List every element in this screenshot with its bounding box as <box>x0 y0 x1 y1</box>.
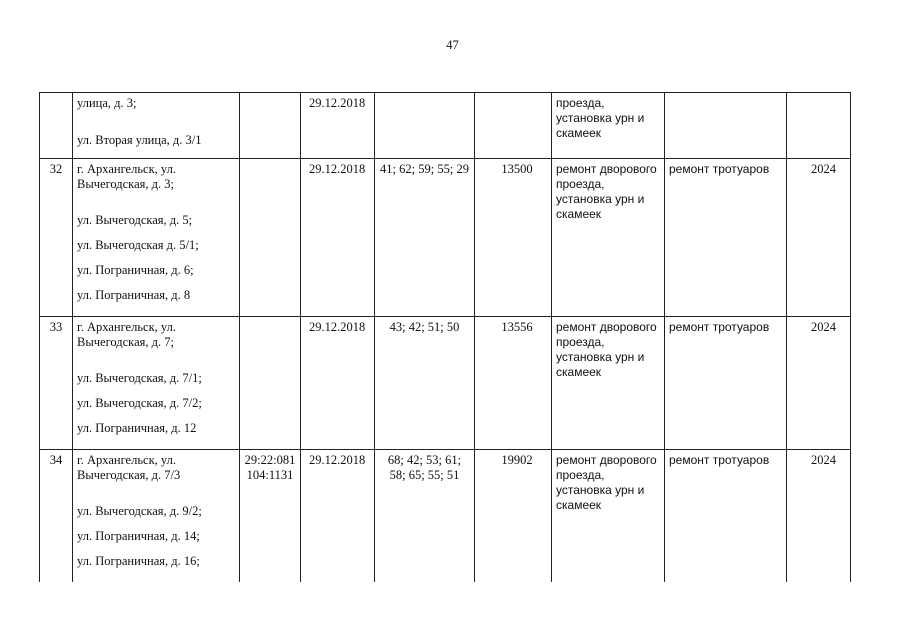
address-main: г. Архангельск, ул. Вычегодская, д. 7; <box>77 320 176 349</box>
cadastral-number <box>240 317 301 450</box>
address-cell <box>73 317 240 450</box>
table-row <box>40 317 851 450</box>
page-number: 47 <box>446 38 459 52</box>
address-cell <box>73 450 240 582</box>
address-cell <box>73 93 240 159</box>
address-extra: ул. Пограничная, д. 6; <box>77 263 194 277</box>
apartments-cell: 68; 42; 53; 61; 58; 65; 55; 51 <box>375 450 475 582</box>
address-main: г. Архангельск, ул. Вычегодская, д. 3; <box>77 162 176 191</box>
row-number: 34 <box>40 450 73 582</box>
address-extra: ул. Вычегодская, д. 7/2; <box>77 396 202 410</box>
address-extra: ул. Пограничная, д. 14; <box>77 529 200 543</box>
apartments-cell: 41; 62; 59; 55; 29 <box>375 159 475 317</box>
cadastral-number <box>240 93 301 159</box>
row-number <box>40 93 73 159</box>
work-sidewalk-cell: ремонт тротуаров <box>665 450 787 582</box>
address-extra: ул. Пограничная, д. 12 <box>77 421 197 435</box>
year-cell: 2024 <box>787 317 851 450</box>
work-yard-cell: ремонт дворового проезда, установка урн и скамеек <box>552 450 665 582</box>
year-cell <box>787 93 851 159</box>
date-cell: 29.12.2018 <box>301 450 375 582</box>
area-cell: 13500 <box>475 159 552 317</box>
work-sidewalk-cell: ремонт тротуаров <box>665 159 787 317</box>
work-yard-cell: ремонт дворового проезда, установка урн и скамеек <box>552 317 665 450</box>
address-main: г. Архангельск, ул. Вычегодская, д. 7/3 <box>77 453 181 482</box>
address-extra: ул. Вычегодская, д. 7/1; <box>77 371 202 385</box>
area-cell: 13556 <box>475 317 552 450</box>
address-extra: ул. Вычегодская д. 5/1; <box>77 238 199 252</box>
address-extra: ул. Пограничная, д. 16; <box>77 554 200 568</box>
cadastral-number: 29:22:081 104:1131 <box>240 450 301 582</box>
table-row <box>40 159 851 317</box>
address-main: улица, д. 3; <box>77 96 137 110</box>
date-cell: 29.12.2018 <box>301 93 375 159</box>
table-row <box>40 450 851 582</box>
data-table <box>39 92 851 582</box>
year-cell: 2024 <box>787 159 851 317</box>
area-cell <box>475 93 552 159</box>
table-row <box>40 93 851 159</box>
work-yard-cell: проезда, установка урн и скамеек <box>552 93 665 159</box>
date-cell: 29.12.2018 <box>301 317 375 450</box>
address-extra: ул. Пограничная, д. 8 <box>77 288 191 302</box>
cadastral-number <box>240 159 301 317</box>
area-cell: 19902 <box>475 450 552 582</box>
date-cell: 29.12.2018 <box>301 159 375 317</box>
row-number: 33 <box>40 317 73 450</box>
address-extra: ул. Вычегодская, д. 5; <box>77 213 193 227</box>
apartments-cell: 43; 42; 51; 50 <box>375 317 475 450</box>
apartments-cell <box>375 93 475 159</box>
work-yard-cell: ремонт дворового проезда, установка урн и скамеек <box>552 159 665 317</box>
work-sidewalk-cell <box>665 93 787 159</box>
address-cell <box>73 159 240 317</box>
address-extra: ул. Вторая улица, д. 3/1 <box>77 133 202 147</box>
work-sidewalk-cell: ремонт тротуаров <box>665 317 787 450</box>
address-extra: ул. Вычегодская, д. 9/2; <box>77 504 202 518</box>
year-cell: 2024 <box>787 450 851 582</box>
row-number: 32 <box>40 159 73 317</box>
